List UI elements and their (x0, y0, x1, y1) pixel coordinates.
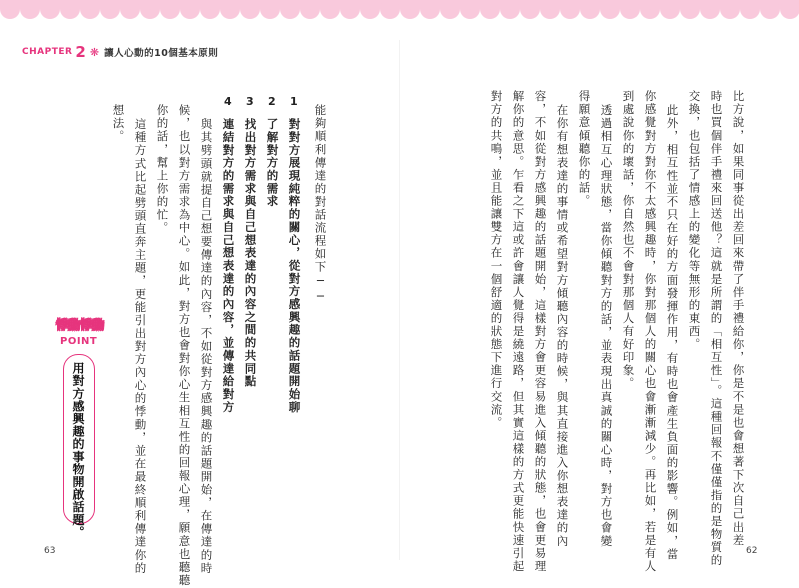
step-number: 2 (268, 95, 276, 108)
paragraph-line: 時也買個伴手禮來回送他？這就是所謂的「相互性」。這種回報不僅僅指的是物質的 (709, 90, 724, 568)
point-callout-text: 用對方感興趣的事物開啟話題。 (71, 362, 85, 539)
paragraph-line: 比方說，如果同事從出差回來帶了伴手禮給你，你是不是也會想著下次自己出差 (731, 90, 746, 547)
top-scallop-border (0, 0, 799, 22)
step-text: 連結對方的需求與自己想表達的內容，並傳達給對方 (221, 118, 236, 414)
paragraph-line: 容，不如從對方感興趣的話題開始，這樣對方會更容易進入傾聽的狀態，也會更易理 (533, 90, 548, 573)
chapter-label: CHAPTER (22, 47, 73, 57)
page-number-left: 63 (44, 546, 56, 556)
page-gutter (399, 40, 400, 560)
step-text: 了解對方的需求 (265, 118, 280, 208)
scallop-bump (720, 0, 740, 19)
paragraph-line: 想法。 (111, 104, 126, 144)
scallop-bump (400, 0, 420, 19)
chapter-header (22, 44, 218, 60)
paragraph-line: 交換，也包括了情感上的變化等無形的東西。 (687, 90, 702, 351)
scallop-bump (300, 0, 320, 19)
chapter-title: 讓人心動的10個基本原則 (104, 48, 219, 59)
scallop-bump (340, 0, 360, 19)
paragraph-line: 到處說你的壞話，你自然也不會對那個人有好印象。 (621, 90, 636, 391)
paragraph-line: 對方的共鳴，並且能讓雙方在一個舒適的狀態下進行交流。 (489, 90, 504, 430)
scallop-bump (780, 0, 799, 19)
scallop-bump (60, 0, 80, 19)
scallop-bump (200, 0, 220, 19)
scallop-bump (440, 0, 460, 19)
scallop-bump (180, 0, 200, 19)
paragraph-line: 這種方式比起劈頭直奔主題，更能引出對方內心的悸動，並在最終順利傳達你的 (133, 118, 148, 575)
paragraph-line: 此外，相互性並不只在好的方面發揮作用，有時也會產生負面的影響。例如，當 (665, 104, 680, 561)
scallop-bump (660, 0, 680, 19)
flower-icon: ❋ (89, 45, 100, 59)
scallop-bump (700, 0, 720, 19)
scallop-bump (380, 0, 400, 19)
page-number-right: 62 (746, 546, 758, 556)
scallop-bump (560, 0, 580, 19)
scallop-bump (620, 0, 640, 19)
scallop-bump (760, 0, 780, 19)
step-text: 找出對方需求與自己想表達的內容之間的共同點 (243, 118, 258, 388)
paragraph-line: 在你有想表達的事情或希望對方傾聽內容的時候，與其直接進入你想表達的內 (555, 104, 570, 548)
scallop-bump (640, 0, 660, 19)
scallop-bump (540, 0, 560, 19)
paragraph-line: 透過相互心理狀態，當你傾聽對方的話，並表現出真誠的關心時，對方也會變 (599, 104, 614, 548)
scallop-bump (580, 0, 600, 19)
paragraph-line: 你的話，幫上你的忙。 (155, 104, 170, 235)
point-badge-label: POINT (60, 336, 98, 347)
scallop-bump (320, 0, 340, 19)
paragraph-line: 與其劈頭就提自己想要傳達的內容，不如從對方感興趣的話題開始，在傳達的時 (199, 118, 214, 575)
scallop-bump (600, 0, 620, 19)
scallop-bump (220, 0, 240, 19)
scallop-bump (140, 0, 160, 19)
step-number: 3 (246, 95, 254, 108)
scallop-bump (40, 0, 60, 19)
step-text: 對對方展現純粹的關心，從對方感興趣的話題開始聊 (287, 118, 302, 414)
scallop-bump (120, 0, 140, 19)
point-badge (50, 316, 106, 356)
paragraph-line: 解你的意思。乍看之下這或許會讓人覺得是繞遠路，但其實這樣的方式更能快速引起 (511, 90, 526, 573)
scallop-bump (80, 0, 100, 19)
scallop-bump (280, 0, 300, 19)
chapter-number: 2 (75, 43, 86, 61)
scallop-bump (260, 0, 280, 19)
scallop-bump (680, 0, 700, 19)
scallop-bump (740, 0, 760, 19)
paragraph-line: 候，也以對方需求為中心。如此，對方也會對你心生相互性的回報心理，願意也聽聽 (177, 104, 192, 587)
paragraph-line: 你感覺對方對你不太感興趣時，你對那個人的關心也會漸漸減少。再比如，若是有人 (643, 90, 658, 573)
scallop-bump (520, 0, 540, 19)
scallop-bump (20, 0, 40, 19)
scallop-bump (160, 0, 180, 19)
scallop-bump (240, 0, 260, 19)
scallop-bump (480, 0, 500, 19)
scallop-bump (420, 0, 440, 19)
intro-line: 能夠順利傳達的對話流程如下── (313, 104, 328, 305)
scallop-bump (460, 0, 480, 19)
scallop-bump (360, 0, 380, 19)
scallop-bump (0, 0, 20, 19)
scallop-bump (500, 0, 520, 19)
step-number: 4 (224, 95, 232, 108)
paragraph-line: 得願意傾聽你的話。 (577, 90, 592, 208)
scallop-bump (100, 0, 120, 19)
point-badge-heading: 悸動悸動 (56, 318, 105, 332)
step-number: 1 (290, 95, 298, 108)
